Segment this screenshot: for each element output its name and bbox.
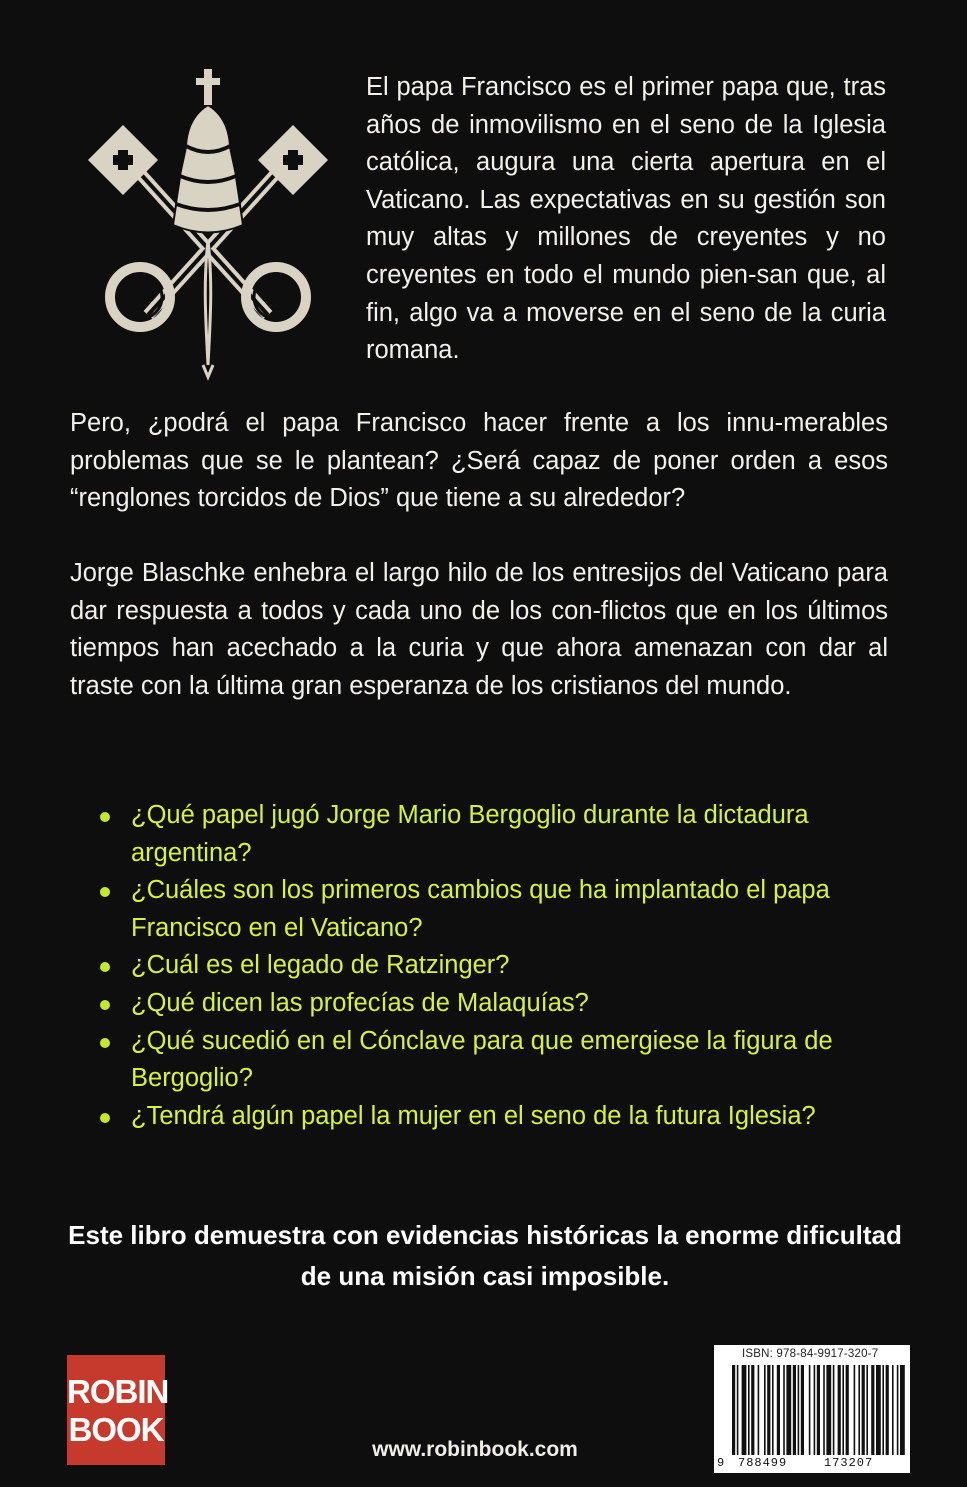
bullet-icon (100, 887, 110, 897)
barcode-bar (786, 1365, 791, 1455)
barcode-bar (742, 1365, 747, 1455)
barcode-bar (838, 1365, 841, 1455)
description-paragraph-1: El papa Francisco es el primer papa que, tras años de inmovilismo en el seno de la Iglesia católica, augura una cierta apertura en el Vaticano. Las expectativas en su gestión son muy altas y millones de creyentes y no creyentes en todo el mundo pien-san que, al fin, algo va a moverse en el seno de la curia romana. (366, 73, 886, 365)
barcode-group-right: 173207 (824, 1456, 874, 1470)
barcode-bar (882, 1365, 884, 1455)
bullet-icon (100, 1038, 110, 1048)
barcode-bar (777, 1365, 780, 1455)
barcode-bar (892, 1365, 894, 1455)
barcode-bar (783, 1365, 785, 1455)
bullet-icon (100, 1000, 110, 1010)
question-list (96, 797, 896, 1135)
barcode-bar (823, 1365, 825, 1455)
publisher-logo-line-1: ROBIN (67, 1373, 169, 1410)
barcode-bar (817, 1365, 820, 1455)
barcode-bar (772, 1365, 774, 1455)
barcode-bar (793, 1365, 796, 1455)
bullet-icon (100, 962, 110, 972)
barcode-bar (764, 1365, 766, 1455)
barcode-bar (897, 1365, 899, 1455)
barcode-group-left: 788499 (738, 1456, 788, 1470)
question-item (96, 947, 896, 985)
question-item (96, 1098, 896, 1136)
barcode-bar (858, 1365, 860, 1455)
barcode-digit-first: 9 (717, 1456, 726, 1470)
question-item (96, 985, 896, 1023)
description-paragraph-2: Pero, ¿podrá el papa Francisco hacer frente a los innu-merables problemas que se le plantean? ¿Será capaz de poner orden a esos “renglones torcidos de Dios” que tiene a su alrededor? (70, 409, 888, 513)
bullet-icon (100, 812, 110, 822)
barcode-bar (900, 1365, 905, 1455)
closing-statement: Este libro demuestra con evidencias históricas la enorme dificultad de una misión casi imposible. (68, 1220, 902, 1291)
bullet-icon (100, 1113, 110, 1123)
question-text: ¿Qué papel jugó Jorge Mario Bergoglio durante la dictadura argentina? (131, 801, 809, 867)
question-text: ¿Cuáles son los primeros cambios que ha implantado el papa Francisco en el Vaticano? (131, 876, 830, 942)
question-text: ¿Qué sucedió en el Cónclave para que emergiese la figura de Bergoglio? (131, 1026, 833, 1093)
question-text: ¿Tendrá algún papel la mujer en el seno de la futura Iglesia? (131, 1101, 816, 1130)
publisher-logo (67, 1355, 169, 1465)
description-paragraph-3: Jorge Blaschke enhebra el largo hilo de los entresijos del Vaticano para dar respuesta a todos y cada uno de los con-flictos que en los últimos tiempos han acechado a la curia y que ahora amenazan con dar al traste con la última gran esperanza de los cristianos del mundo. (70, 559, 888, 700)
question-item (96, 1023, 896, 1098)
question-item (96, 872, 896, 947)
barcode-bar (876, 1365, 881, 1455)
barcode-bar (801, 1365, 804, 1455)
isbn-label: ISBN: 978-84-9917-320-7 (742, 1348, 879, 1360)
question-text: ¿Cuál es el legado de Ratzinger? (131, 951, 510, 980)
barcode-bar (886, 1365, 889, 1455)
barcode-bar (826, 1365, 831, 1455)
barcode-bar (758, 1365, 760, 1455)
barcode-bars (714, 1345, 910, 1473)
barcode-bar (846, 1365, 849, 1455)
papal-keys-emblem (78, 65, 338, 385)
barcode-bar (814, 1365, 816, 1455)
barcode-bar (809, 1365, 811, 1455)
barcode-bar (871, 1365, 874, 1455)
barcode-bar (751, 1365, 754, 1455)
barcode-bar (737, 1365, 739, 1455)
barcode-bar (732, 1365, 735, 1455)
barcode-bar (866, 1365, 868, 1455)
publisher-logo-line-2: BOOK (68, 1411, 164, 1448)
barcode-bar (854, 1365, 856, 1455)
question-text: ¿Qué dicen las profecías de Malaquías? (131, 988, 589, 1017)
barcode-bar (842, 1365, 844, 1455)
question-item (96, 797, 896, 872)
barcode-bar (748, 1365, 750, 1455)
publisher-website: www.robinbook.com (372, 1438, 578, 1461)
isbn-barcode (714, 1345, 910, 1473)
barcode-bar (833, 1365, 835, 1455)
barcode-bar (862, 1365, 865, 1455)
barcode-bar (767, 1365, 770, 1455)
barcode-bar (798, 1365, 800, 1455)
